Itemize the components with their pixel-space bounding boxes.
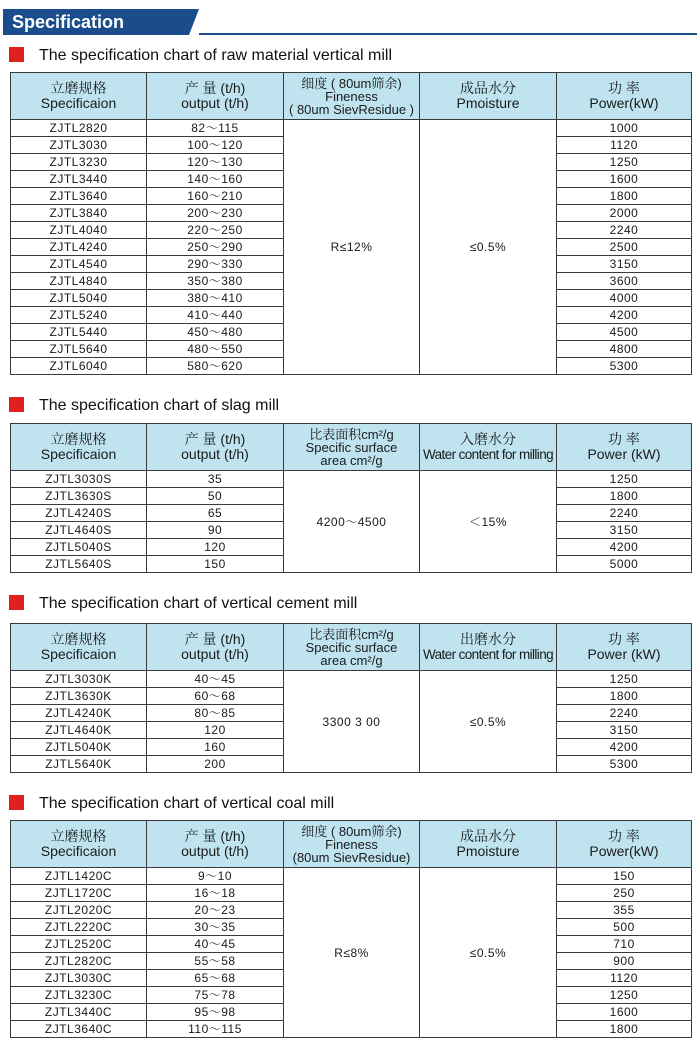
- model-cell: ZJTL3230C: [11, 987, 147, 1004]
- power-cell: 1250: [557, 671, 692, 688]
- banner-rule: [199, 33, 697, 35]
- power-cell: 4500: [557, 324, 692, 341]
- section-title-coal: [9, 793, 334, 815]
- header-label-cn: 细度 ( 80um筛余): [301, 75, 402, 91]
- column-header-model: [11, 624, 147, 671]
- power-cell: 2500: [557, 239, 692, 256]
- model-cell: ZJTL3840: [11, 205, 147, 222]
- model-cell: ZJTL1420C: [11, 868, 147, 885]
- red-square-icon: [9, 47, 24, 62]
- page-title: Specification: [3, 9, 189, 35]
- power-cell: 1800: [557, 688, 692, 705]
- power-cell: 5000: [557, 556, 692, 573]
- section-title-text: The specification chart of vertical cement mill: [39, 595, 358, 612]
- power-cell: 1250: [557, 987, 692, 1004]
- header-label-cn: 功 率: [608, 80, 640, 96]
- output-cell: 55～58: [147, 953, 284, 970]
- header-label-cn: 立磨规格: [50, 631, 107, 647]
- section-title-cement: [9, 593, 357, 615]
- model-cell: ZJTL3640: [11, 188, 147, 205]
- header-label-en: Pmoisture: [456, 95, 520, 111]
- merged-spec-cell: 4200～4500: [284, 471, 420, 573]
- header-label-en: Fineness: [325, 88, 378, 104]
- power-cell: 2000: [557, 205, 692, 222]
- section-title-text: The specification chart of vertical coal mill: [39, 795, 335, 812]
- table-row: [11, 471, 692, 488]
- column-header-fineness: [284, 73, 420, 120]
- power-cell: 1800: [557, 1021, 692, 1038]
- model-cell: ZJTL3630K: [11, 688, 147, 705]
- header-label-cn: 功 率: [608, 431, 640, 447]
- column-header-power: [557, 424, 692, 471]
- model-cell: ZJTL2820: [11, 120, 147, 137]
- header-label-cn: 产 量 (t/h): [184, 80, 246, 96]
- header-banner: [0, 0, 700, 40]
- header-label-cn: 产 量 (t/h): [184, 431, 246, 447]
- header-label-cn: 立磨规格: [50, 431, 107, 447]
- header-label-cn: 功 率: [608, 828, 640, 844]
- power-cell: 250: [557, 885, 692, 902]
- output-cell: 60～68: [147, 688, 284, 705]
- header-label-en-sub: (80um SievResidue): [292, 849, 411, 865]
- output-cell: 290～330: [147, 256, 284, 273]
- header-label-en: Power(kW): [589, 843, 659, 859]
- model-cell: ZJTL4640S: [11, 522, 147, 539]
- header-label-en: Water content for milling: [422, 447, 554, 462]
- model-cell: ZJTL6040: [11, 358, 147, 375]
- header-label-cn: 成品水分: [460, 828, 516, 844]
- power-cell: 150: [557, 868, 692, 885]
- header-label-en: Specificaion: [40, 446, 117, 462]
- output-cell: 16～18: [147, 885, 284, 902]
- column-header-moisture: [420, 73, 557, 120]
- power-cell: 4200: [557, 307, 692, 324]
- column-header-model: [11, 424, 147, 471]
- power-cell: 5300: [557, 756, 692, 773]
- spec-table-slag: [10, 423, 692, 573]
- header-label-cn: 成品水分: [460, 80, 516, 96]
- output-cell: 220～250: [147, 222, 284, 239]
- power-cell: 1250: [557, 154, 692, 171]
- model-cell: ZJTL3640C: [11, 1021, 147, 1038]
- output-cell: 120～130: [147, 154, 284, 171]
- column-header-moisture: [420, 424, 557, 471]
- model-cell: ZJTL2820C: [11, 953, 147, 970]
- header-label-en: Fineness: [325, 836, 378, 852]
- output-cell: 65: [147, 505, 284, 522]
- output-cell: 480～550: [147, 341, 284, 358]
- power-cell: 1000: [557, 120, 692, 137]
- header-label-en: Power(kW): [589, 95, 659, 111]
- power-cell: 1600: [557, 171, 692, 188]
- output-cell: 150: [147, 556, 284, 573]
- model-cell: ZJTL3630S: [11, 488, 147, 505]
- model-cell: ZJTL3030S: [11, 471, 147, 488]
- output-cell: 140～160: [147, 171, 284, 188]
- model-cell: ZJTL3440: [11, 171, 147, 188]
- power-cell: 1250: [557, 471, 692, 488]
- power-cell: 900: [557, 953, 692, 970]
- header-label-cn: 比表面积cm²/g: [309, 626, 394, 642]
- model-cell: ZJTL5240: [11, 307, 147, 324]
- power-cell: 4800: [557, 341, 692, 358]
- output-cell: 200～230: [147, 205, 284, 222]
- output-cell: 350～380: [147, 273, 284, 290]
- header-label-en: Specificaion: [40, 646, 117, 662]
- power-cell: 1120: [557, 970, 692, 987]
- header-label-cn: 功 率: [608, 631, 640, 647]
- power-cell: 4200: [557, 539, 692, 556]
- column-header-power: [557, 821, 692, 868]
- header-row: [11, 73, 692, 120]
- model-cell: ZJTL4840: [11, 273, 147, 290]
- spec-table-cement: [10, 623, 692, 773]
- output-cell: 40～45: [147, 671, 284, 688]
- merged-spec-cell: 3300 3 00: [284, 671, 420, 773]
- output-cell: 100～120: [147, 137, 284, 154]
- output-cell: 9～10: [147, 868, 284, 885]
- section-title-text: The specification chart of raw material vertical mill: [39, 47, 393, 64]
- header-label-cn: 细度 ( 80um筛余): [301, 823, 402, 839]
- header-row: [11, 624, 692, 671]
- model-cell: ZJTL4640K: [11, 722, 147, 739]
- power-cell: 2240: [557, 222, 692, 239]
- column-header-output: [147, 424, 284, 471]
- output-cell: 410～440: [147, 307, 284, 324]
- spec-table-raw-material: [10, 72, 692, 375]
- header-label-cn: 产 量 (t/h): [184, 631, 246, 647]
- model-cell: ZJTL3030K: [11, 671, 147, 688]
- output-cell: 110～115: [147, 1021, 284, 1038]
- power-cell: 3150: [557, 522, 692, 539]
- output-cell: 250～290: [147, 239, 284, 256]
- column-header-moisture: [420, 821, 557, 868]
- output-cell: 30～35: [147, 919, 284, 936]
- power-cell: 3150: [557, 256, 692, 273]
- merged-moisture-cell: ≤0.5%: [420, 671, 557, 773]
- header-label-en-sub: ( 80um SievResidue ): [289, 101, 414, 117]
- output-cell: 380～410: [147, 290, 284, 307]
- model-cell: ZJTL5640S: [11, 556, 147, 573]
- power-cell: 710: [557, 936, 692, 953]
- header-label-en: Specificaion: [40, 95, 117, 111]
- header-label-cn: 立磨规格: [50, 80, 107, 96]
- power-cell: 355: [557, 902, 692, 919]
- header-label-cn: 立磨规格: [50, 828, 107, 844]
- column-header-power: [557, 624, 692, 671]
- model-cell: ZJTL5640K: [11, 756, 147, 773]
- output-cell: 65～68: [147, 970, 284, 987]
- model-cell: ZJTL4040: [11, 222, 147, 239]
- model-cell: ZJTL3030: [11, 137, 147, 154]
- header-row: [11, 821, 692, 868]
- power-cell: 1800: [557, 488, 692, 505]
- header-label-en: output (t/h): [181, 843, 249, 859]
- column-header-output: [147, 624, 284, 671]
- column-header-output: [147, 73, 284, 120]
- power-cell: 3150: [557, 722, 692, 739]
- header-label-cn: 比表面积cm²/g: [309, 426, 394, 442]
- power-cell: 1120: [557, 137, 692, 154]
- output-cell: 450～480: [147, 324, 284, 341]
- merged-spec-cell: R≤8%: [284, 868, 420, 1038]
- header-label-en: Power (kW): [587, 446, 661, 462]
- model-cell: ZJTL2220C: [11, 919, 147, 936]
- header-label-en-sub: area cm²/g: [320, 452, 383, 468]
- output-cell: 90: [147, 522, 284, 539]
- section-title-raw-material: [9, 45, 392, 67]
- table-row: [11, 120, 692, 137]
- header-label-cn: 产 量 (t/h): [184, 828, 246, 844]
- table-row: [11, 868, 692, 885]
- model-cell: ZJTL2520C: [11, 936, 147, 953]
- model-cell: ZJTL5640: [11, 341, 147, 358]
- model-cell: ZJTL1720C: [11, 885, 147, 902]
- output-cell: 160: [147, 739, 284, 756]
- header-label-en: Pmoisture: [456, 843, 520, 859]
- model-cell: ZJTL4240S: [11, 505, 147, 522]
- header-label-en: output (t/h): [181, 446, 249, 462]
- merged-spec-cell: R≤12%: [284, 120, 420, 375]
- model-cell: ZJTL4240K: [11, 705, 147, 722]
- header-label-cn: 入磨水分: [460, 431, 516, 447]
- output-cell: 35: [147, 471, 284, 488]
- power-cell: 2240: [557, 505, 692, 522]
- header-label-en: output (t/h): [181, 95, 249, 111]
- power-cell: 1600: [557, 1004, 692, 1021]
- output-cell: 160～210: [147, 188, 284, 205]
- banner-tail: [189, 9, 199, 35]
- merged-moisture-cell: ＜15%: [420, 471, 557, 573]
- model-cell: ZJTL5040S: [11, 539, 147, 556]
- header-row: [11, 424, 692, 471]
- header-label-en-sub: area cm²/g: [320, 652, 383, 668]
- table-row: [11, 671, 692, 688]
- model-cell: ZJTL5040K: [11, 739, 147, 756]
- model-cell: ZJTL2020C: [11, 902, 147, 919]
- column-header-fineness: [284, 624, 420, 671]
- model-cell: ZJTL4540: [11, 256, 147, 273]
- model-cell: ZJTL3030C: [11, 970, 147, 987]
- power-cell: 3600: [557, 273, 692, 290]
- header-label-en: Specific surface: [305, 439, 398, 455]
- header-label-en: Power (kW): [587, 646, 661, 662]
- column-header-output: [147, 821, 284, 868]
- output-cell: 20～23: [147, 902, 284, 919]
- red-square-icon: [9, 397, 24, 412]
- output-cell: 580～620: [147, 358, 284, 375]
- model-cell: ZJTL5440: [11, 324, 147, 341]
- header-label-en: Specific surface: [305, 639, 398, 655]
- model-cell: ZJTL3230: [11, 154, 147, 171]
- header-label-en: output (t/h): [181, 646, 249, 662]
- power-cell: 5300: [557, 358, 692, 375]
- header-label-en: Water content for milling: [422, 647, 554, 662]
- output-cell: 50: [147, 488, 284, 505]
- red-square-icon: [9, 595, 24, 610]
- power-cell: 1800: [557, 188, 692, 205]
- output-cell: 95～98: [147, 1004, 284, 1021]
- column-header-fineness: [284, 424, 420, 471]
- output-cell: 80～85: [147, 705, 284, 722]
- column-header-power: [557, 73, 692, 120]
- output-cell: 120: [147, 722, 284, 739]
- header-label-cn: 出磨水分: [460, 631, 516, 647]
- model-cell: ZJTL4240: [11, 239, 147, 256]
- power-cell: 500: [557, 919, 692, 936]
- column-header-moisture: [420, 624, 557, 671]
- power-cell: 4000: [557, 290, 692, 307]
- power-cell: 4200: [557, 739, 692, 756]
- output-cell: 200: [147, 756, 284, 773]
- column-header-fineness: [284, 821, 420, 868]
- section-title-text: The specification chart of slag mill: [39, 397, 280, 414]
- header-label-en: Specificaion: [40, 843, 117, 859]
- output-cell: 82～115: [147, 120, 284, 137]
- merged-moisture-cell: ≤0.5%: [420, 120, 557, 375]
- merged-moisture-cell: ≤0.5%: [420, 868, 557, 1038]
- model-cell: ZJTL3440C: [11, 1004, 147, 1021]
- output-cell: 40～45: [147, 936, 284, 953]
- column-header-model: [11, 821, 147, 868]
- power-cell: 2240: [557, 705, 692, 722]
- model-cell: ZJTL5040: [11, 290, 147, 307]
- output-cell: 75～78: [147, 987, 284, 1004]
- column-header-model: [11, 73, 147, 120]
- red-square-icon: [9, 795, 24, 810]
- spec-table-coal: [10, 820, 692, 1038]
- section-title-slag: [9, 395, 279, 417]
- output-cell: 120: [147, 539, 284, 556]
